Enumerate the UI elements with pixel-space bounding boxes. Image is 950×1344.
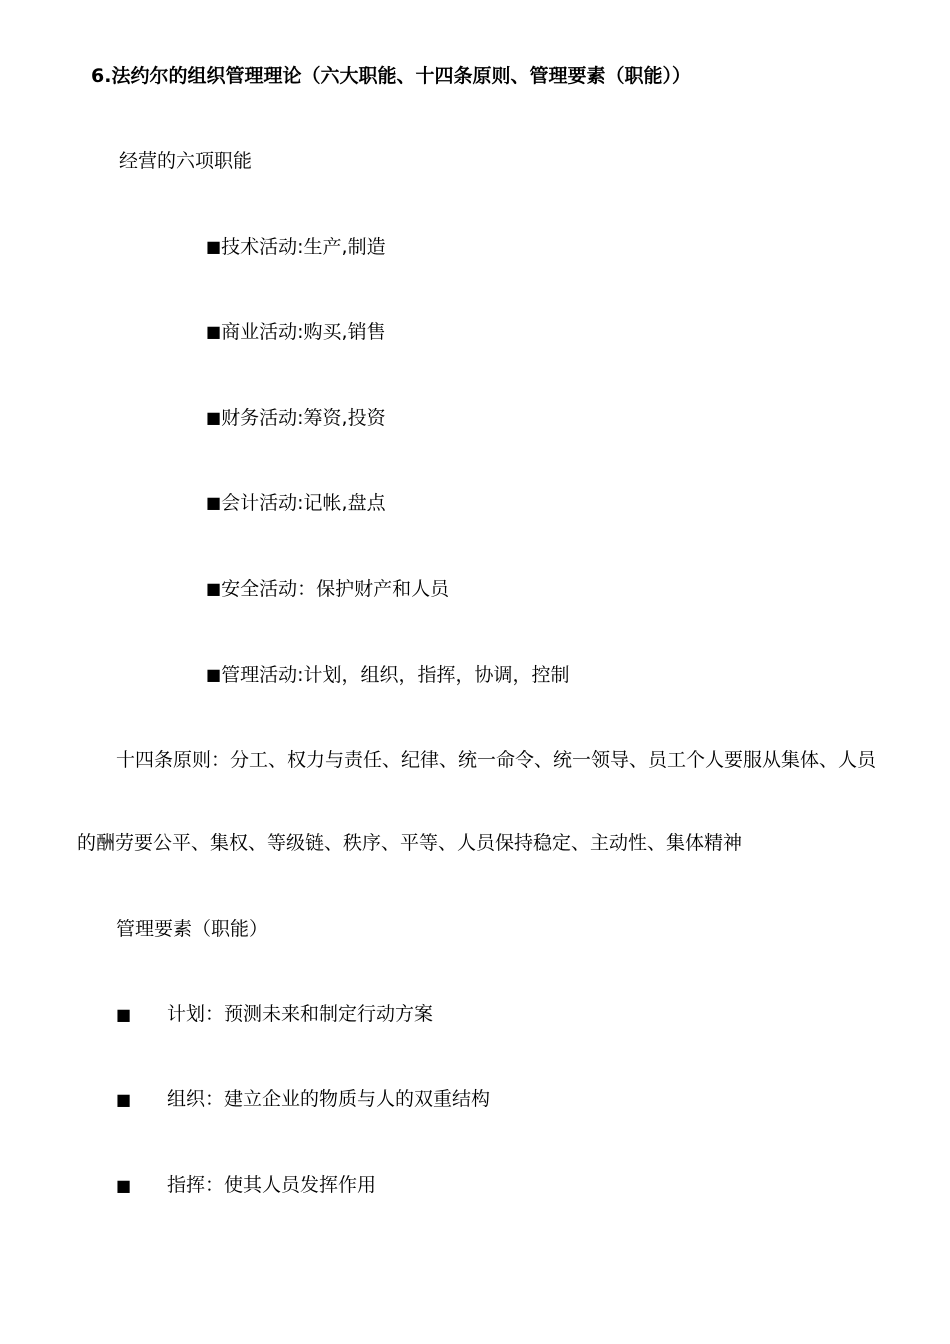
square-bullet-icon: ■ xyxy=(206,322,222,341)
element-item-planning: 计划：预测未来和制定行动方案 xyxy=(167,1003,434,1025)
square-bullet-icon: ■ xyxy=(206,579,222,598)
principles-line-1: 十四条原则：分工、权力与责任、纪律、统一命令、统一领导、员工个人要服从集体、人员 xyxy=(116,749,877,771)
function-item-text: 会计活动:记帐,盘点 xyxy=(221,492,386,514)
element-item-commanding: 指挥：使其人员发挥作用 xyxy=(167,1174,377,1196)
function-item-technical xyxy=(206,235,386,259)
function-item-text: 管理活动:计划，组织，指挥，协调，控制 xyxy=(221,664,570,686)
function-item-accounting xyxy=(206,491,386,515)
square-bullet-icon: ■ xyxy=(116,1090,132,1109)
square-bullet-icon: ■ xyxy=(206,665,222,684)
function-item-commercial xyxy=(206,320,386,344)
management-elements-title: 管理要素（职能） xyxy=(116,918,269,940)
function-item-text: 安全活动：保护财产和人员 xyxy=(221,578,450,600)
function-item-security xyxy=(206,577,449,601)
square-bullet-icon: ■ xyxy=(116,1005,132,1024)
square-bullet-icon: ■ xyxy=(206,408,222,427)
function-item-text: 财务活动:筹资,投资 xyxy=(221,407,386,429)
square-bullet-icon: ■ xyxy=(206,237,222,256)
function-item-financial xyxy=(206,406,386,430)
square-bullet-icon: ■ xyxy=(116,1176,132,1195)
function-item-management xyxy=(206,663,570,687)
element-item-organizing: 组织：建立企业的物质与人的双重结构 xyxy=(167,1088,491,1110)
six-functions-title: 经营的六项职能 xyxy=(119,150,253,172)
section-heading: 6.法约尔的组织管理理论（六大职能、十四条原则、管理要素（职能）） xyxy=(91,65,691,87)
function-item-text: 技术活动:生产,制造 xyxy=(221,236,386,258)
principles-line-2: 的酬劳要公平、集权、等级链、秩序、平等、人员保持稳定、主动性、集体精神 xyxy=(77,832,743,854)
square-bullet-icon: ■ xyxy=(206,493,222,512)
function-item-text: 商业活动:购买,销售 xyxy=(221,321,386,343)
